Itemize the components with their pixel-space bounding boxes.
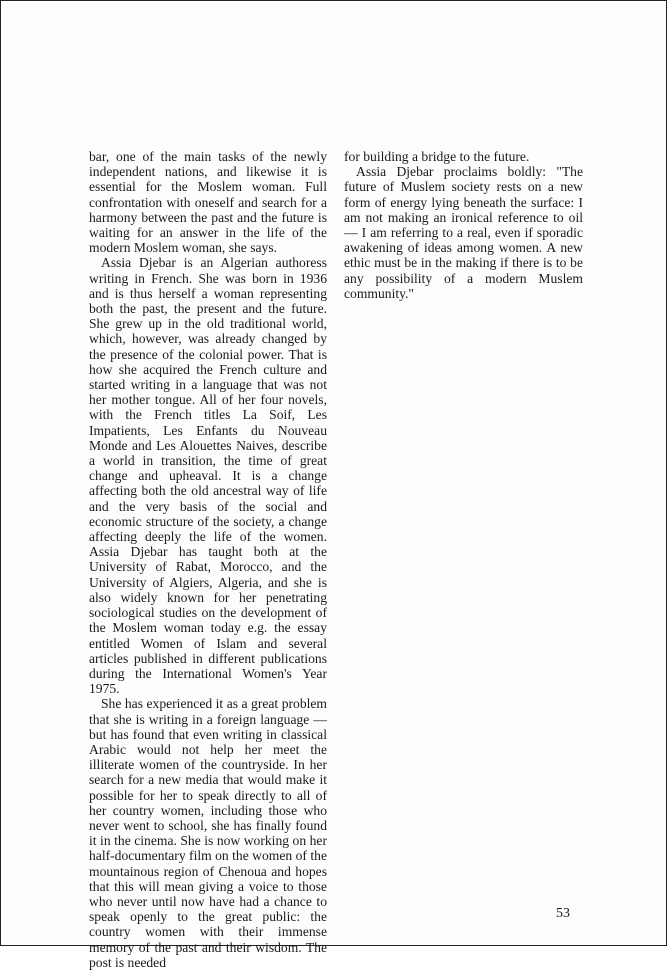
paragraph-language-cinema: She has experienced it as a great problem that she is writing in a foreign language — but has found that even writing in classical Arabic would not help her meet the illiterate women of the countryside. In her search for a new media that would make it possible for her to speak directly to all of her country women, including those who never went to school, she has finally found it in the cinema. She is now working on her half-documentary film on the women of the mountainous region of Chenoua and hopes that this will mean giving a voice to those who never until now have had a chance to speak openly to the great public: the country women with their immense memory of the past and their wisdom. The post is needed xyxy=(89,696,327,970)
left-column xyxy=(89,149,327,970)
paragraph-quote: Assia Djebar proclaims boldly: "The future of Muslem society rests on a new form of energy lying beneath the surface: I am not making an ironical reference to oil — I am referring to a real, even if sporadic awakening of ideas among women. A new ethic must be in the making if there is to be any possibility of a modern Muslem community." xyxy=(344,164,583,301)
right-column xyxy=(344,149,583,301)
paragraph-biography: Assia Djebar is an Algerian authoress writing in French. She was born in 1936 and is thus herself a woman representing both the past, the present and the future. She grew up in the old traditional world, which, however, was already changed by the presence of the colonial power. That is how she acquired the French culture and started writing in a language that was not her mother tongue. All of her four novels, with the French titles La Soif, Les Impatients, Les Enfants du Nouveau Monde and Les Alouettes Naives, describe a world in transition, the time of great change and upheaval. It is a change affecting both the old ancestral way of life and the very basis of the social and economic structure of the society, a change affecting deeply the life of the women. Assia Djebar has taught both at the University of Rabat, Morocco, and the University of Algiers, Algeria, and she is also widely known for her penetrating sociological studies on the development of the Moslem woman today e.g. the essay entitled Women of Islam and several articles published in different publications during the International Women's Year 1975. xyxy=(89,255,327,697)
paragraph-bridge: for building a bridge to the future. xyxy=(344,149,530,164)
page-number: 53 xyxy=(556,906,570,921)
paragraph-tasks: bar, one of the main tasks of the newly independent nations, and likewise it is essential for the Moslem woman. Full confrontation with oneself and search for a harmony between the past and the future is waiting for an answer in the life of the modern Moslem woman, she says. xyxy=(89,149,327,256)
